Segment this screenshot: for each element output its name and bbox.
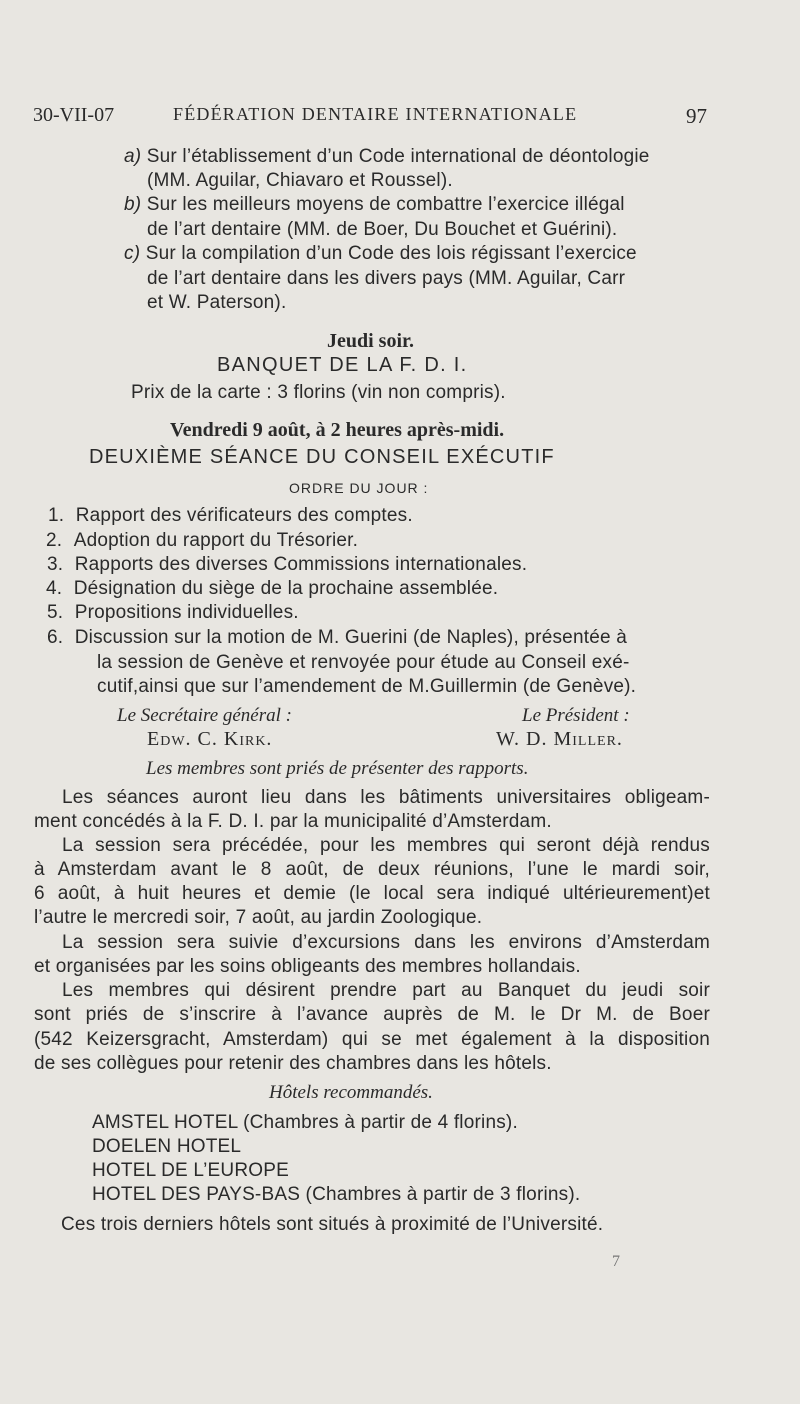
agenda-item: 5. Propositions individuelles. xyxy=(47,602,299,623)
paragraph-line: La session sera suivie d’excursions dans les environs d’Amsterdam xyxy=(62,932,710,953)
paragraph-line: Les séances auront lieu dans les bâtiments universitaires obligeam- xyxy=(62,787,710,808)
hotels-note: Ces trois derniers hôtels sont situés à proximité de l’Université. xyxy=(61,1214,604,1235)
commission-c: c) Sur la compilation d’un Code des lois régissant l’exercice xyxy=(124,243,637,264)
commission-c-cont2: et W. Paterson). xyxy=(147,292,287,313)
header-title: FÉDÉRATION DENTAIRE INTERNATIONALE xyxy=(173,104,578,124)
agenda-item: 4. Désignation du siège de la prochaine assemblée. xyxy=(46,578,499,599)
reports-note: Les membres sont priés de présenter des rapports. xyxy=(146,758,529,779)
hotels-heading: Hôtels recommandés. xyxy=(269,1082,433,1103)
agenda-item: 3. Rapports des diverses Commissions internationales. xyxy=(47,554,528,575)
president-name: W. D. Miller. xyxy=(496,728,623,750)
paragraph-line: sont priés de s’inscrire à l’avance auprès de M. le Dr M. de Boer xyxy=(34,1004,710,1025)
thursday-heading: Jeudi soir. xyxy=(327,330,415,352)
banquet-title: BANQUET DE LA F. D. I. xyxy=(217,354,468,376)
president-title: Le Président : xyxy=(522,705,630,726)
secretary-name: Edw. C. Kirk. xyxy=(147,728,273,750)
council-session-title: DEUXIÈME SÉANCE DU CONSEIL EXÉCUTIF xyxy=(89,446,555,468)
agenda-item-cont: cutif,ainsi que sur l’amendement de M.Guillermin (de Genève). xyxy=(97,676,637,697)
paragraph-line: Les membres qui désirent prendre part au Banquet du jeudi soir xyxy=(62,980,710,1001)
paragraph-line: l’autre le mercredi soir, 7 août, au jardin Zoologique. xyxy=(34,907,483,928)
paragraph-line: ment concédés à la F. D. I. par la municipalité d’Amsterdam. xyxy=(34,811,552,832)
commission-a-cont: (MM. Aguilar, Chiavaro et Roussel). xyxy=(147,170,453,191)
banquet-price: Prix de la carte : 3 florins (vin non compris). xyxy=(131,382,506,403)
commission-b-cont: de l’art dentaire (MM. de Boer, Du Bouchet et Guérini). xyxy=(147,219,618,240)
commission-c-cont: de l’art dentaire dans les divers pays (MM. Aguilar, Carr xyxy=(147,268,626,289)
paragraph-line: La session sera précédée, pour les membres qui seront déjà rendus xyxy=(62,835,710,856)
paragraph-line: de ses collègues pour retenir des chambres dans les hôtels. xyxy=(34,1053,552,1074)
header-page-number: 97 xyxy=(686,104,707,128)
secretary-title: Le Secrétaire général : xyxy=(117,705,292,726)
hotel-item: DOELEN HOTEL xyxy=(92,1136,242,1157)
agenda-item: 1. Rapport des vérificateurs des comptes. xyxy=(48,505,413,526)
agenda-item-cont: la session de Genève et renvoyée pour étude au Conseil exé- xyxy=(97,652,630,673)
signature-mark: 7 xyxy=(612,1253,620,1270)
commission-a: a) Sur l’établissement d’un Code international de déontologie xyxy=(124,146,650,167)
header-date: 30-VII-07 xyxy=(33,104,115,126)
paragraph-line: 6 août, à huit heures et demie (le local sera indiqué ultérieurement)et xyxy=(34,883,710,904)
hotel-item: HOTEL DES PAYS-BAS (Chambres à partir de 3 florins). xyxy=(92,1184,581,1205)
hotel-item: AMSTEL HOTEL (Chambres à partir de 4 florins). xyxy=(92,1112,518,1133)
paragraph-line: (542 Keizersgracht, Amsterdam) qui se met également à la disposition xyxy=(34,1029,710,1050)
hotel-item: HOTEL DE L’EUROPE xyxy=(92,1160,289,1181)
agenda-item: 2. Adoption du rapport du Trésorier. xyxy=(46,530,359,551)
paragraph-line: à Amsterdam avant le 8 août, de deux réunions, l’une le mardi soir, xyxy=(34,859,710,880)
friday-heading: Vendredi 9 août, à 2 heures après-midi. xyxy=(170,419,505,441)
running-header xyxy=(33,104,707,130)
commission-b: b) Sur les meilleurs moyens de combattre l’exercice illégal xyxy=(124,194,625,215)
agenda-item: 6. Discussion sur la motion de M. Guerini (de Naples), présentée à xyxy=(47,627,627,648)
agenda-label: ORDRE DU JOUR : xyxy=(289,480,429,496)
paragraph-line: et organisées par les soins obligeants des membres hollandais. xyxy=(34,956,581,977)
